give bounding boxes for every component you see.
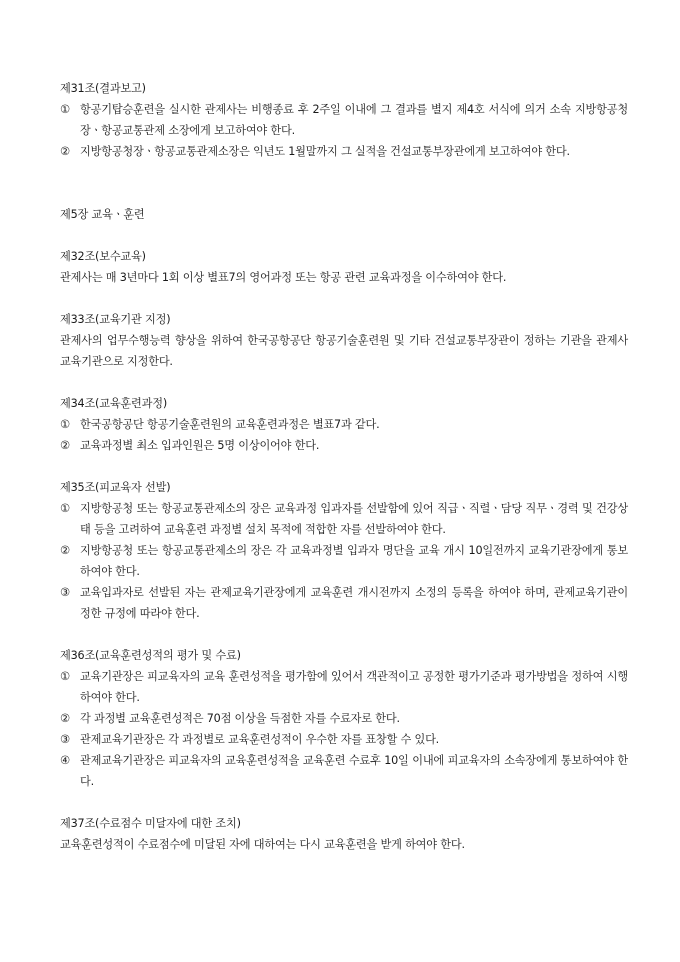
article-text: 교육훈련성적이 수료점수에 미달된 자에 대하여는 다시 교육훈련을 받게 하여야 한다.	[60, 838, 465, 851]
list-item	[60, 498, 628, 540]
article-33	[60, 309, 628, 372]
article-text: 관제사는 매 3년마다 1회 이상 별표7의 영어과정 또는 항공 관련 교육과정을 이수하여야 한다.	[60, 271, 507, 284]
item-text: 교육입과자로 선발된 자는 관제교육기관장에게 교육훈련 개시전까지 소정의 등록을 하여야 하며, 관제교육기관이 정한 규정에 따라야 한다.	[80, 586, 628, 620]
list-item	[60, 540, 628, 582]
article-31	[60, 78, 628, 162]
item-text: 각 과정별 교육훈련성적은 70점 이상을 득점한 자를 수료자로 한다.	[80, 712, 400, 725]
article-34	[60, 393, 628, 456]
spacer	[60, 456, 628, 477]
spacer	[60, 792, 628, 813]
item-text: 지방항공청장ㆍ항공교통관제소장은 익년도 1월말까지 그 실적을 건설교통부장관에게 보고하여야 한다.	[80, 145, 570, 158]
list-item	[60, 99, 628, 141]
item-number: ④	[60, 754, 70, 767]
list-item	[60, 582, 628, 624]
article-36	[60, 645, 628, 792]
spacer	[60, 162, 628, 204]
list-item	[60, 666, 628, 708]
article-heading: 제36조(교육훈련성적의 평가 및 수료)	[60, 649, 241, 662]
item-number: ①	[60, 502, 70, 515]
spacer	[60, 372, 628, 393]
item-text: 한국공항공단 항공기술훈련원의 교육훈련과정은 별표7과 같다.	[80, 418, 380, 431]
item-number: ②	[60, 145, 70, 158]
item-number: ①	[60, 670, 70, 683]
item-text: 지방항공청 또는 항공교통관제소의 장은 교육과정 입과자를 선발함에 있어 직급ㆍ직렬ㆍ담당 직무ㆍ경력 및 건강상태 등을 고려하여 교육훈련 과정별 설치 목적에 적합한 자를 선발하여야 한다.	[80, 502, 628, 536]
item-text: 관제교육기관장은 피교육자의 교육훈련성적을 교육훈련 수료후 10일 이내에 피교육자의 소속장에게 통보하여야 한다.	[80, 754, 628, 788]
spacer	[60, 225, 628, 246]
item-number: ②	[60, 712, 70, 725]
document-page	[60, 78, 628, 855]
article-35	[60, 477, 628, 624]
item-number: ③	[60, 586, 70, 599]
article-heading: 제32조(보수교육)	[60, 250, 146, 263]
item-text: 교육기관장은 피교육자의 교육 훈련성적을 평가함에 있어서 객관적이고 공정한 평가기준과 평가방법을 정하여 시행하여야 한다.	[80, 670, 628, 704]
item-text: 관제교육기관장은 각 과정별로 교육훈련성적이 우수한 자를 표창할 수 있다.	[80, 733, 440, 746]
article-32	[60, 246, 628, 288]
spacer	[60, 288, 628, 309]
list-item	[60, 414, 628, 435]
chapter-heading: 제5장 교육ㆍ훈련	[60, 208, 145, 221]
item-text: 항공기탑승훈련을 실시한 관제사는 비행종료 후 2주일 이내에 그 결과를 별지 제4호 서식에 의거 소속 지방항공청장ㆍ항공교통관제 소장에게 보고하여야 한다.	[80, 103, 628, 137]
article-text: 관제사의 업무수행능력 향상을 위하여 한국공항공단 항공기술훈련원 및 기타 건설교통부장관이 정하는 기관을 관제사 교육기관으로 지정한다.	[60, 334, 628, 368]
item-text: 교육과정별 최소 입과인원은 5명 이상이어야 한다.	[80, 439, 320, 452]
item-number: ②	[60, 544, 70, 557]
list-item	[60, 729, 628, 750]
list-item	[60, 708, 628, 729]
list-item	[60, 750, 628, 792]
item-number: ①	[60, 418, 70, 431]
article-heading: 제33조(교육기관 지정)	[60, 313, 171, 326]
article-heading: 제35조(피교육자 선발)	[60, 481, 171, 494]
item-number: ①	[60, 103, 70, 116]
article-37	[60, 813, 628, 855]
article-heading: 제37조(수료점수 미달자에 대한 조치)	[60, 817, 241, 830]
item-text: 지방항공청 또는 항공교통관제소의 장은 각 교육과정별 입과자 명단을 교육 개시 10일전까지 교육기관장에게 통보하여야 한다.	[80, 544, 628, 578]
article-heading: 제34조(교육훈련과정)	[60, 397, 168, 410]
item-number: ②	[60, 439, 70, 452]
article-heading: 제31조(결과보고)	[60, 82, 146, 95]
list-item	[60, 435, 628, 456]
spacer	[60, 624, 628, 645]
list-item	[60, 141, 628, 162]
item-number: ③	[60, 733, 70, 746]
